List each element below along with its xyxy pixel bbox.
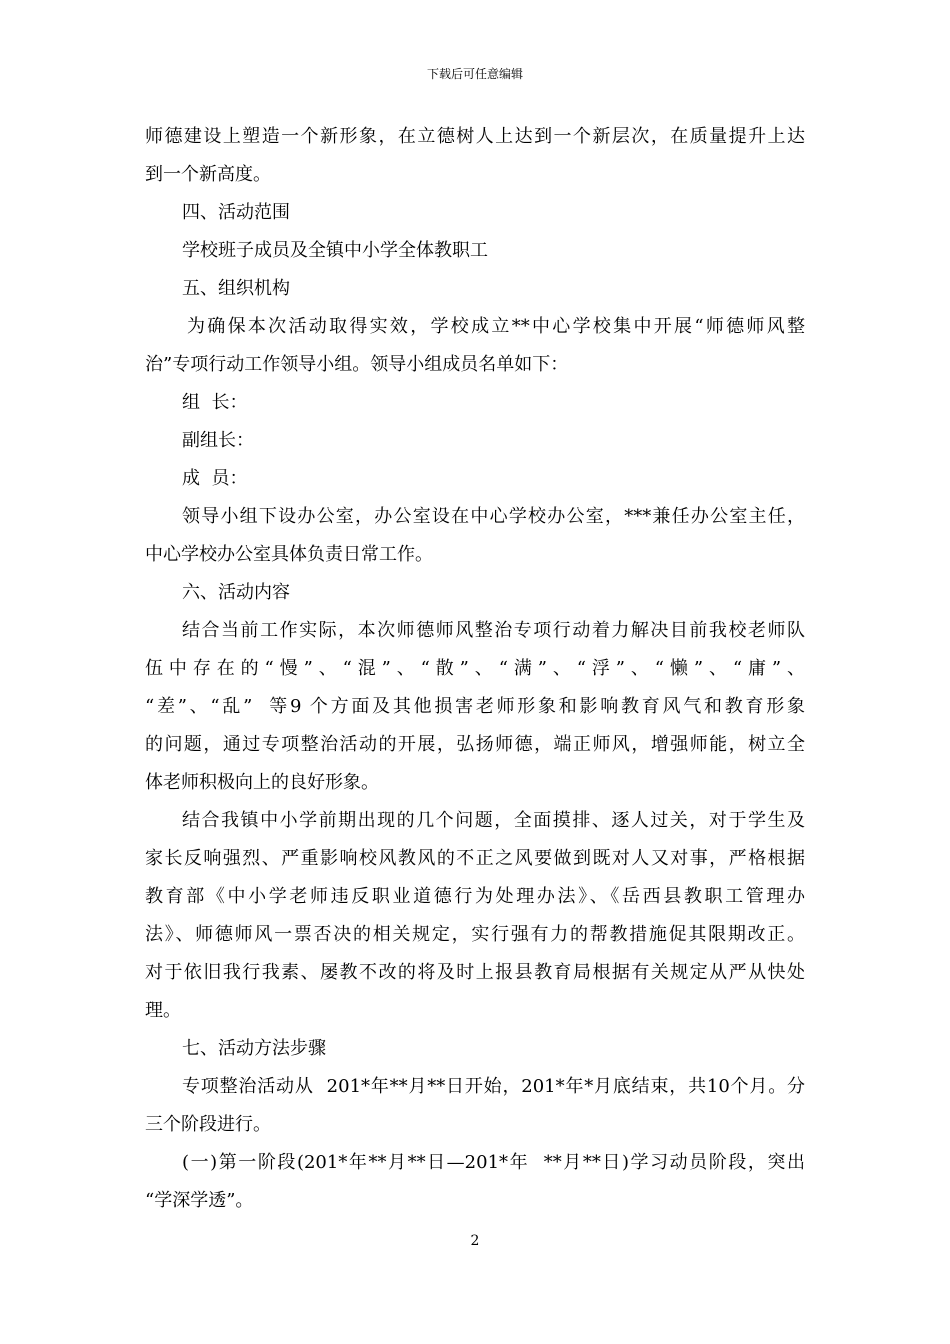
- paragraph-line: 为确保本次活动取得实效，学校成立**中心学校集中开展“师德师风整: [187, 316, 805, 337]
- paragraph-line: 的问题，通过专项整治活动的开展，弘扬师德，端正师风，增强师能，树立全: [145, 734, 805, 755]
- paragraph-line: 治”专项行动工作领导小组。领导小组成员名单如下：: [145, 354, 569, 375]
- paragraph-line: 体老师积极向上的良好形象。: [145, 772, 379, 793]
- paragraph-line: 法》、师德师风一票否决的相关规定，实行强有力的帮教措施促其限期改正。: [145, 924, 805, 945]
- paragraph-line: 伍中存在的“慢”、“混”、“散”、“满”、“浮”、“懒”、“庸”、: [145, 658, 805, 679]
- paragraph-line: 结合当前工作实际，本次师德师风整治专项行动着力解决目前我校老师队: [182, 620, 805, 641]
- paragraph-line: 结合我镇中小学前期出现的几个问题，全面摸排、逐人过关，对于学生及: [182, 810, 805, 831]
- paragraph-line: 到一个新高度。: [145, 164, 271, 185]
- paragraph-line: 领导小组下设办公室，办公室设在中心学校办公室，***兼任办公室主任，: [182, 506, 805, 527]
- paragraph-line: (一)第一阶段(201*年**月**日—201*年 **月**日)学习动员阶段，突出: [182, 1152, 805, 1173]
- member-label-members: 成 员：: [182, 468, 248, 489]
- paragraph-line: 对于依旧我行我素、屡教不改的将及时上报县教育局根据有关规定从严从快处: [145, 962, 805, 983]
- page-header: 下载后可任意编辑: [426, 67, 523, 81]
- paragraph-line: 师德建设上塑造一个新形象，在立德树人上达到一个新层次，在质量提升上达: [145, 126, 805, 147]
- section-heading: 七、活动方法步骤: [182, 1038, 326, 1059]
- paragraph-line: 专项整治活动从 201*年**月**日开始，201*年*月底结束，共10个月。分: [182, 1076, 805, 1097]
- member-label-leader: 组 长：: [182, 392, 248, 413]
- page-number: 2: [470, 1233, 480, 1249]
- paragraph-line: 理。: [145, 1000, 181, 1021]
- paragraph-line: 中心学校办公室具体负责日常工作。: [145, 544, 433, 565]
- paragraph-line: 学校班子成员及全镇中小学全体教职工: [182, 240, 488, 261]
- paragraph-line: 家长反响强烈、严重影响校风教风的不正之风要做到既对人又对事，严格根据: [145, 848, 805, 869]
- section-heading: 六、活动内容: [182, 582, 290, 603]
- member-label-deputy: 副组长：: [182, 430, 254, 451]
- section-heading: 四、活动范围: [182, 202, 290, 223]
- paragraph-line: 教育部《中小学老师违反职业道德行为处理办法》、《岳西县教职工管理办: [145, 886, 805, 907]
- document-body: [145, 118, 805, 1220]
- paragraph-line: 三个阶段进行。: [145, 1114, 271, 1135]
- paragraph-line: “学深学透”。: [145, 1190, 254, 1211]
- paragraph-line: “差”、“乱” 等9 个方面及其他损害老师形象和影响教育风气和教育形象: [145, 696, 805, 717]
- section-heading: 五、组织机构: [182, 278, 290, 299]
